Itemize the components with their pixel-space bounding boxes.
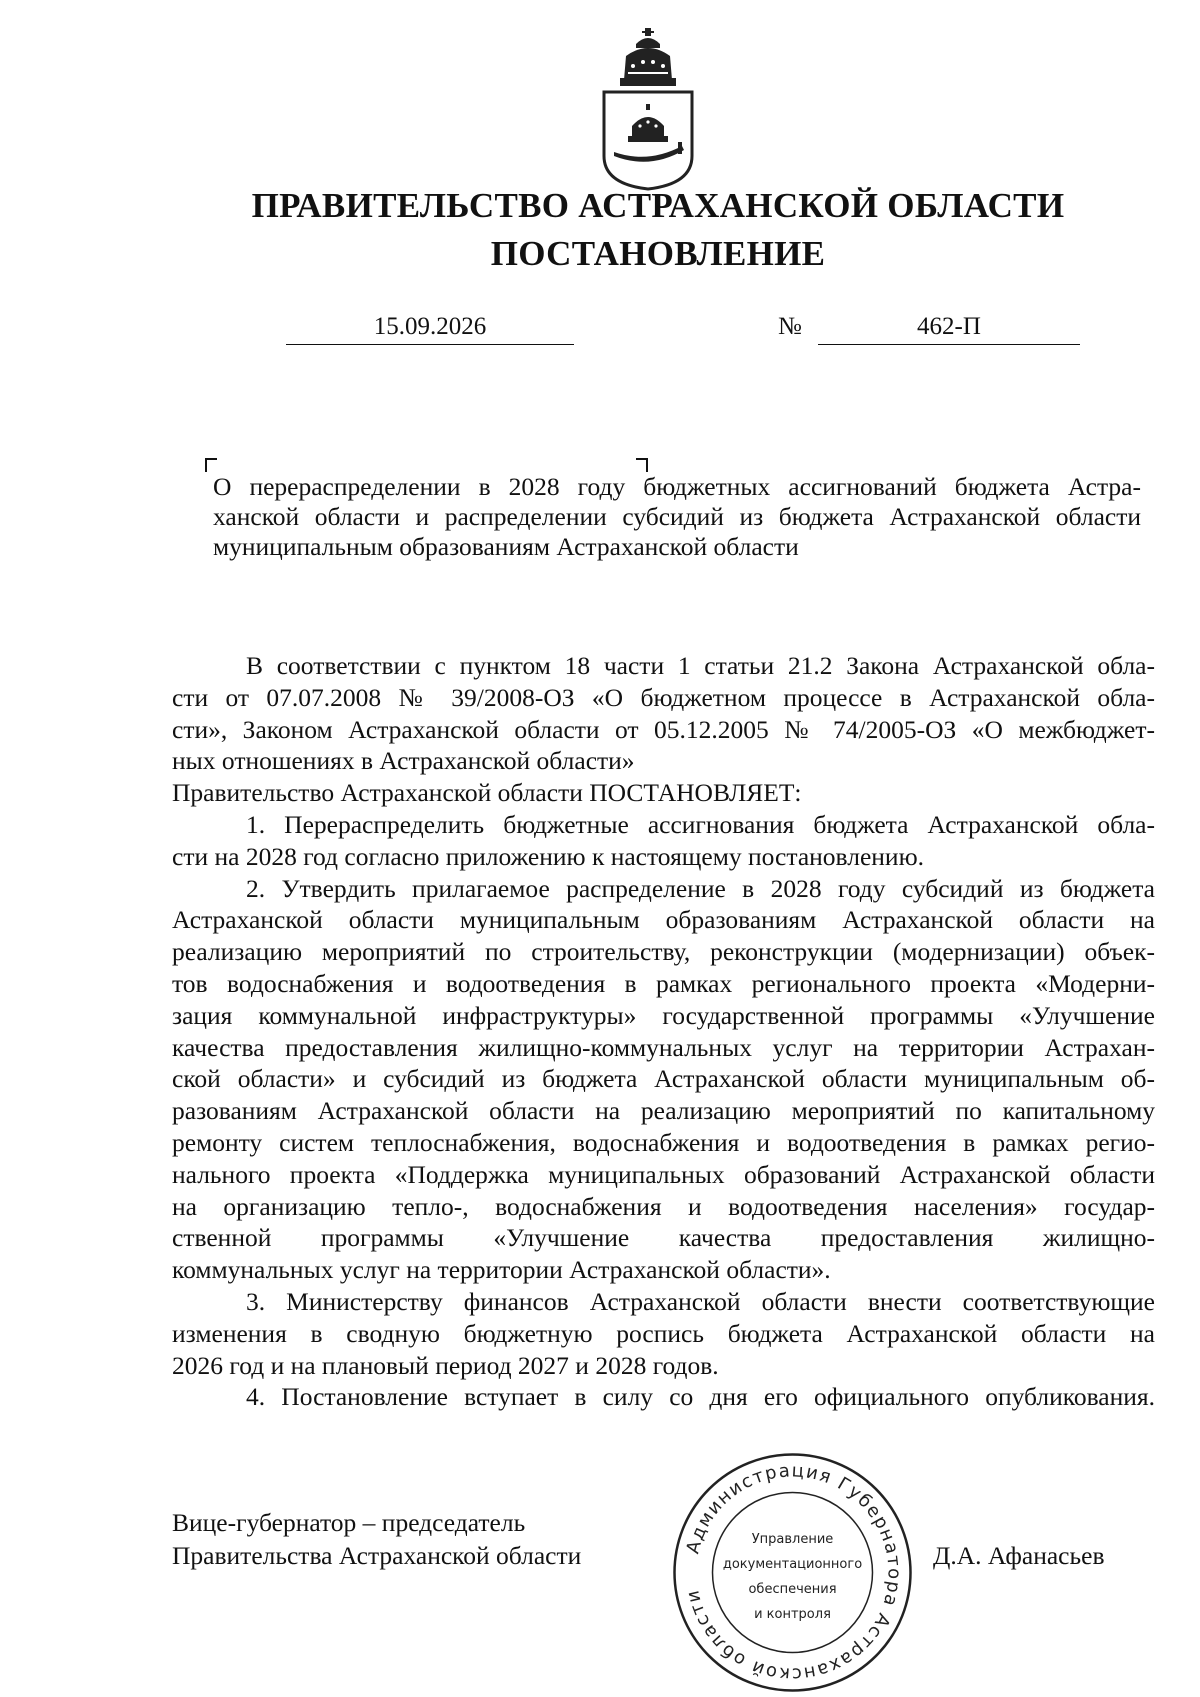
item2-line: качества предоставления жилищно-коммунальных услуг на территории Астрахан- [172, 1032, 1155, 1062]
item4-line: 4. Постановление вступает в силу со дня его официального опубликования. [246, 1382, 1155, 1412]
issuer-title: ПРАВИТЕЛЬСТВО АСТРАХАНСКОЙ ОБЛАСТИ [251, 186, 1065, 225]
preamble-line: сти», Законом Астраханской области от 05.12.2005 № 74/2005-ОЗ «О межбюджет- [172, 714, 1155, 744]
document-number: 462-П [818, 310, 1080, 345]
stamp-center-line: Управление [751, 1532, 834, 1547]
signatory-position [172, 1506, 581, 1572]
subject-corner-left [205, 458, 217, 472]
item2-line: Астраханской области муниципальным образованиям Астраханской области на [172, 905, 1155, 935]
subject-line: О перераспределении в 2028 году бюджетных ассигнований бюджета Астра- [213, 472, 1141, 501]
item2-line: нального проекта «Поддержка муниципальных образований Астраханской области [172, 1159, 1155, 1189]
item1-line: 1. Перераспределить бюджетные ассигнования бюджета Астраханской обла- [246, 809, 1155, 839]
document-type-title: ПОСТАНОВЛЕНИЕ [490, 234, 826, 273]
signatory-position-line: Вице-губернатор – председатель [172, 1508, 526, 1537]
item3-line: 3. Министерству финансов Астраханской области внести соответствующие [246, 1286, 1155, 1316]
astrakhan-coat-of-arms-icon [598, 26, 698, 191]
document-subject [213, 472, 1141, 562]
item2-line: разованиям Астраханской области на реализацию мероприятий по капитальному [172, 1096, 1155, 1126]
subject-corner-right [636, 458, 648, 472]
signatory-position-line: Правительства Астраханской области [172, 1541, 582, 1570]
resolution-statement: Правительство Астраханской области ПОСТАНОВЛЯЕТ: [172, 778, 802, 808]
item3-line: 2026 год и на плановый период 2027 и 2028 годов. [172, 1350, 719, 1380]
preamble-line: сти от 07.07.2008 № 39/2008-ОЗ «О бюджетном процессе в Астраханской обла- [172, 682, 1155, 712]
item2-line: тов водоснабжения и водоотведения в рамках регионального проекта «Модерни- [172, 968, 1155, 998]
number-label: № [778, 313, 802, 340]
item2-line: коммунальных услуг на территории Астраханской области». [172, 1255, 831, 1285]
item2-line: ремонту систем теплоснабжения, водоснабжения и водоотведения в рамках регио- [172, 1127, 1155, 1157]
item2-line: ской области» и субсидий из бюджета Астраханской области муниципальным об- [172, 1064, 1155, 1094]
svg-text:Администрация Губернатора Астр [682, 1460, 905, 1684]
signatory-name: Д.А. Афанасьев [933, 1541, 1105, 1570]
item2-line: на организацию тепло-, водоснабжения и водоотведения населения» государ- [172, 1191, 1155, 1221]
item2-line: реализацию мероприятий по строительству, реконструкции (модернизации) объек- [172, 937, 1155, 967]
document-date: 15.09.2026 [286, 310, 574, 345]
preamble-line: ных отношениях в Астраханской области» [172, 746, 635, 776]
item1-line: сти на 2028 год согласно приложению к настоящему постановлению. [172, 841, 925, 871]
subject-line: муниципальным образованиям Астраханской области [213, 532, 799, 561]
item2-line: зация коммунальной инфраструктуры» государственной программы «Улучшение [172, 1000, 1155, 1030]
official-stamp [670, 1450, 915, 1695]
preamble-line: В соответствии с пунктом 18 части 1 статьи 21.2 Закона Астраханской обла- [246, 651, 1155, 680]
subject-line: ханской области и распределении субсидий из бюджета Астраханской области [213, 502, 1141, 531]
item2-line: ственной программы «Улучшение качества предоставления жилищно- [172, 1223, 1155, 1253]
stamp-center-line: и контроля [754, 1607, 831, 1622]
item2-line: 2. Утвердить прилагаемое распределение в 2028 году субсидий из бюджета [246, 873, 1155, 903]
document-header [0, 182, 1200, 278]
stamp-center-line: обеспечения [748, 1582, 837, 1597]
stamp-center-line: документационного [722, 1557, 863, 1572]
document-body [172, 650, 1155, 1413]
stamp-ring-text: Администрация Губернатора Астраханской области [681, 1460, 905, 1685]
item3-line: изменения в сводную бюджетную роспись бюджета Астраханской области на [172, 1318, 1155, 1348]
